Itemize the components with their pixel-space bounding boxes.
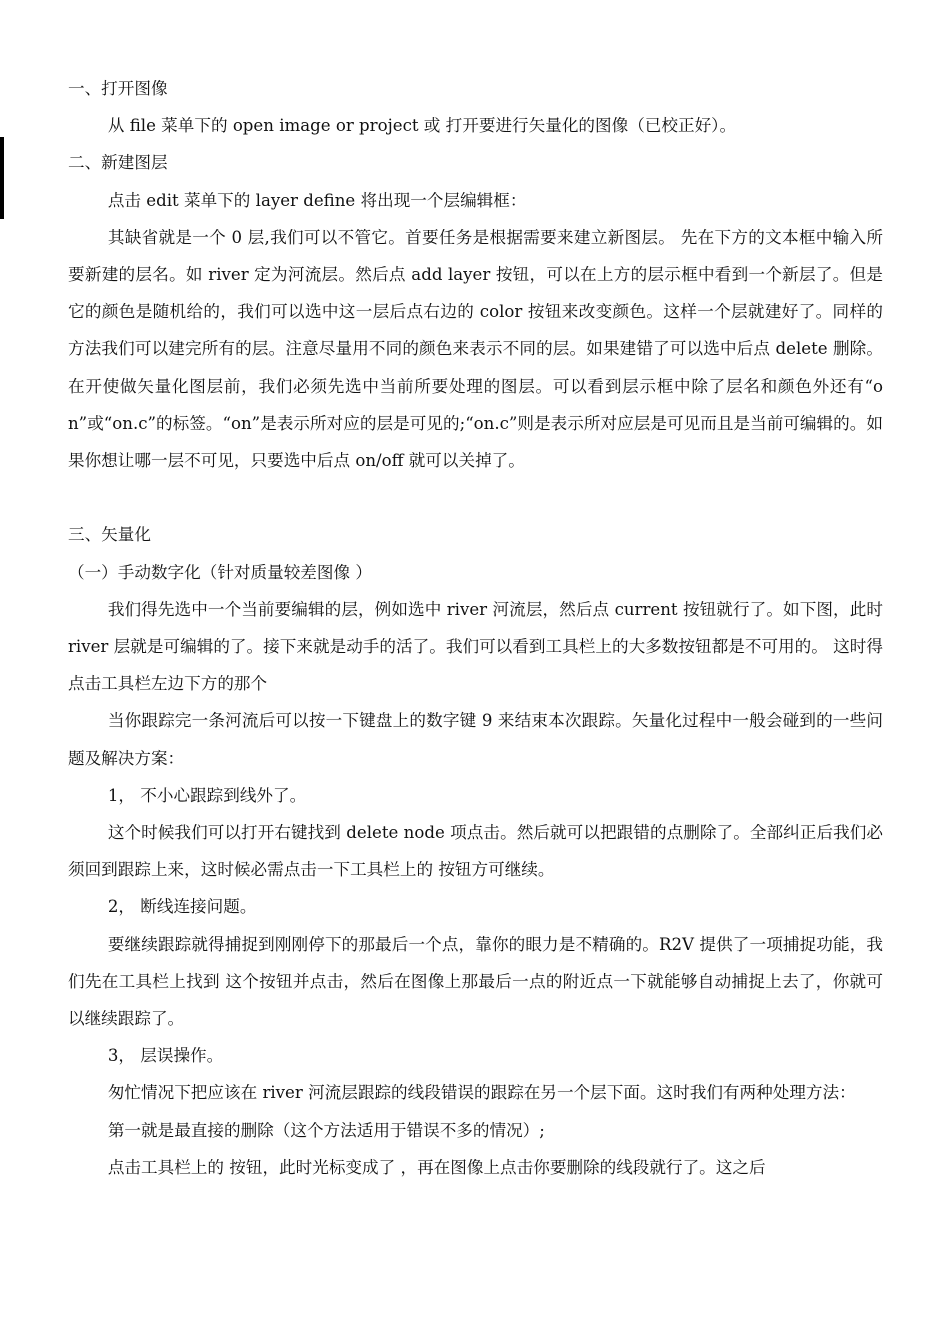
- paragraph-layer-details: 其缺省就是一个 0 层,我们可以不管它。首要任务是根据需要来建立新图层。 先在下方的文本框中输入所要新建的层名。如 river 定为河流层。然后点 add layer 按钮，可以在上方的层示框中看到一个新层了。但是它的颜色是随机给的，我们可以选中这一层后点右边的 color 按钮来改变颜色。这样一个层就建好了。同样的方法我们可以建完所有的层。注意尽量用不同的颜色来表示不同的层。如果建错了可以选中后点 delete 删除。在开使做矢量化图层前，我们必须先选中当前所要处理的图层。可以看到层示框中除了层名和颜色外还有“on”或“on.c”的标签。“on”是表示所对应的层是可见的;“on.c”则是表示所对应层是可见而且是当前可编辑的。如果你想让哪一层不可见，只要选中后点 on/off 就可以关掉了。: [68, 227, 883, 471]
- section-heading-open-image: 一、打开图像: [68, 79, 168, 98]
- paragraph-end-trace: 当你跟踪完一条河流后可以按一下键盘上的数字键 9 来结束本次跟踪。矢量化过程中一般会碰到的一些问题及解决方案：: [68, 711, 883, 768]
- paragraph-wrong-layer: 匆忙情况下把应该在 river 河流层跟踪的线段错误的跟踪在另一个层下面。这时我们有两种处理方法：: [107, 1083, 856, 1103]
- blank-line: [68, 479, 883, 516]
- paragraph-method-one: 第一就是最直接的删除（这个方法适用于错误不多的情况）;: [107, 1120, 545, 1140]
- paragraph-snap: 要继续跟踪就得捕捉到刚刚停下的那最后一个点，靠你的眼力是不精确的。R2V 提供了一项捕捉功能，我们先在工具栏上找到 这个按钮并点击，然后在图像上那最后一点的附近点一下就能够自动捕捉上去了，你就可以继续跟踪了。: [68, 934, 883, 1029]
- paragraph-layer-define: 点击 edit 菜单下的 layer define 将出现一个层编辑框：: [107, 190, 527, 210]
- list-item-2: 2， 断线连接问题。: [107, 897, 257, 917]
- document-page: [68, 70, 883, 1320]
- paragraph-delete-segment: 点击工具栏上的 按钮，此时光标变成了 ，再在图像上点击你要删除的线段就行了。这之后: [107, 1157, 766, 1177]
- paragraph-select-layer: 我们得先选中一个当前要编辑的层，例如选中 river 河流层，然后点 current 按钮就行了。如下图，此时 river 层就是可编辑的了。接下来就是动手的活了。我们可以看到工具栏上的大多数按钮都是不可用的。 这时得点击工具栏左边下方的那个: [68, 599, 883, 694]
- section-heading-vectorize: 三、矢量化: [68, 525, 151, 545]
- subsection-heading-manual: （一）手动数字化（针对质量较差图像 ）: [68, 562, 372, 582]
- paragraph-delete-node: 这个时候我们可以打开右键找到 delete node 项点击。然后就可以把跟错的点删除了。全部纠正后我们必须回到跟踪上来，这时候必需点击一下工具栏上的 按钮方可继续。: [68, 823, 883, 880]
- paragraph-open-image: 从 file 菜单下的 open image or project 或 打开要进行矢量化的图像（已校正好）。: [107, 116, 737, 136]
- section-heading-new-layer: 二、新建图层: [68, 153, 168, 173]
- list-item-1: 1， 不小心跟踪到线外了。: [107, 785, 307, 805]
- list-item-3: 3， 层误操作。: [107, 1046, 224, 1066]
- margin-line-mark: [0, 137, 4, 219]
